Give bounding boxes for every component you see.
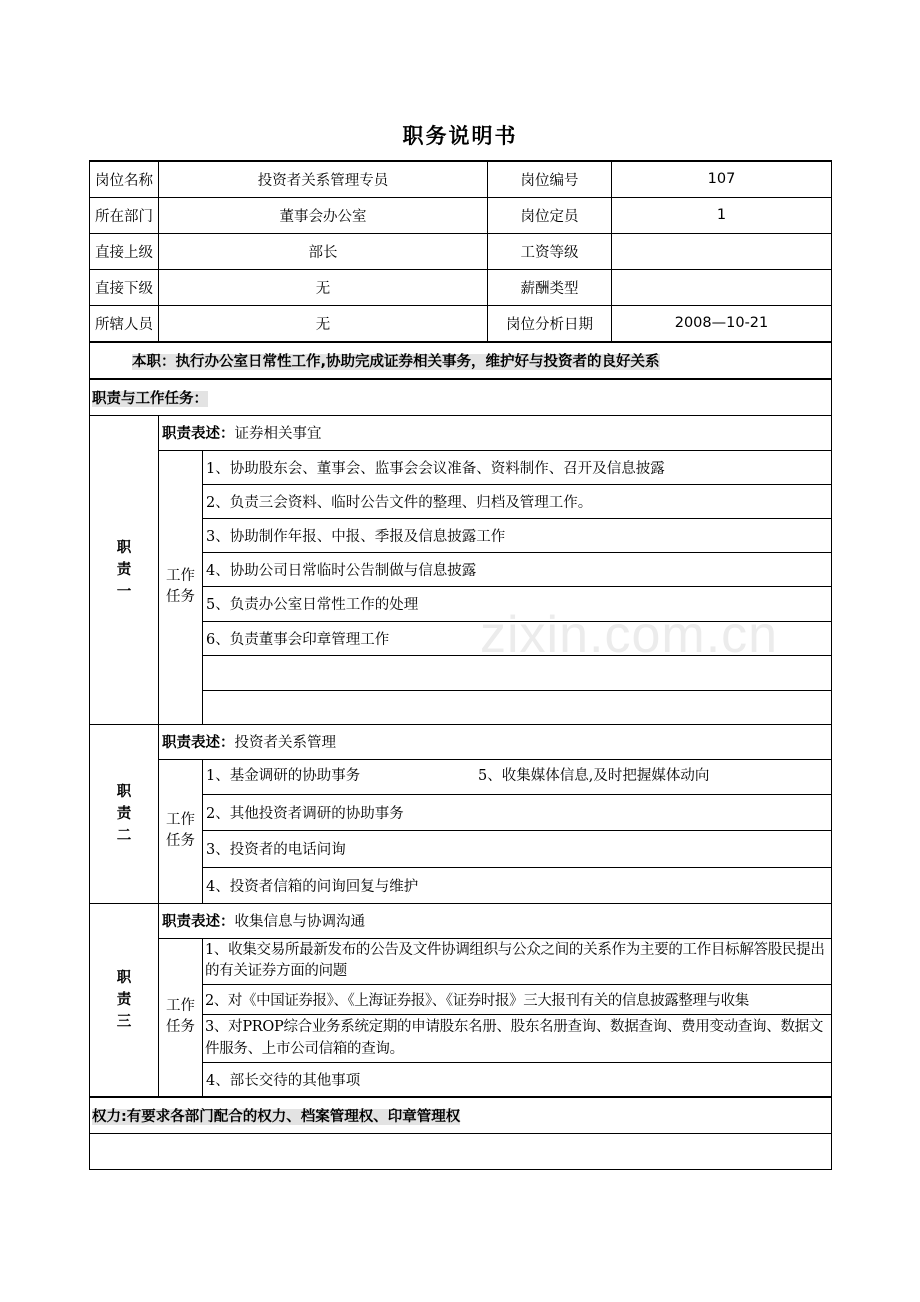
task-text: 3、对PROP综合业务系统定期的申请股东名册、股东名册查询、数据查询、费用变动查询、数据文件服务、上市公司信箱的查询。 — [203, 1014, 832, 1062]
info-label: 直接上级 — [90, 233, 159, 269]
duty-desc-text: 证券相关事宜 — [234, 426, 322, 442]
job-description-table — [89, 160, 832, 1170]
duty-desc-label: 职责表述： — [162, 914, 235, 930]
duty-desc-text: 投资者关系管理 — [234, 735, 336, 751]
task-text: 2、其他投资者调研的协助事务 — [203, 794, 832, 830]
task-text: 5、负责办公室日常性工作的处理 — [203, 586, 832, 621]
duty-label: 职 责 二 — [90, 724, 159, 903]
info-row — [90, 161, 832, 197]
info-row — [90, 305, 832, 342]
duty-desc-row — [90, 415, 832, 450]
info-value — [612, 233, 832, 269]
info-label: 岗位编号 — [488, 161, 612, 197]
authority-empty-row — [90, 1133, 832, 1169]
authority-row — [90, 1097, 832, 1133]
task-text: 6、负责董事会印章管理工作 — [203, 621, 832, 655]
task-text: 4、部长交待的其他事项 — [203, 1062, 832, 1097]
duty-desc-row — [90, 724, 832, 759]
task-text: 4、投资者信箱的问询回复与维护 — [203, 867, 832, 903]
info-value: 107 — [612, 161, 832, 197]
info-value: 部长 — [159, 233, 488, 269]
duty-desc-row — [90, 903, 832, 938]
task-text: 2、负责三会资料、临时公告文件的整理、归档及管理工作。 — [203, 484, 832, 518]
info-value: 投资者关系管理专员 — [159, 161, 488, 197]
info-row — [90, 269, 832, 305]
duty-label: 职 责 三 — [90, 903, 159, 1097]
info-row — [90, 233, 832, 269]
task-row — [90, 759, 832, 794]
info-label: 岗位名称 — [90, 161, 159, 197]
page-title: 职务说明书 — [402, 124, 518, 148]
info-label: 岗位分析日期 — [488, 305, 612, 342]
core-duty-row — [90, 342, 832, 379]
duties-heading: 职责与工作任务： — [92, 390, 208, 407]
task-text: 3、投资者的电话问询 — [203, 830, 832, 867]
task-text: 3、协助制作年报、中报、季报及信息披露工作 — [203, 518, 832, 552]
info-value: 无 — [159, 269, 488, 305]
info-label: 所在部门 — [90, 197, 159, 233]
watermark: zixin.com.cn — [480, 606, 779, 664]
info-value: 1 — [612, 197, 832, 233]
info-label: 薪酬类型 — [488, 269, 612, 305]
info-row — [90, 197, 832, 233]
info-value — [612, 269, 832, 305]
task-label: 工作 任务 — [159, 938, 203, 1097]
task-label: 工作 任务 — [159, 450, 203, 724]
task-label: 工作 任务 — [159, 759, 203, 903]
duty-desc-text: 收集信息与协调沟通 — [234, 914, 365, 930]
info-value: 2008—10-21 — [612, 305, 832, 342]
task-row — [90, 450, 832, 484]
info-value: 董事会办公室 — [159, 197, 488, 233]
task-text: 2、对《中国证券报》、《上海证券报》、《证券时报》三大报刊有关的信息披露整理与收集 — [203, 984, 832, 1014]
duty-label: 职 责 一 — [90, 415, 159, 724]
info-label: 直接下级 — [90, 269, 159, 305]
info-value: 无 — [159, 305, 488, 342]
task-text: 1、收集交易所最新发布的公告及文件协调组织与公众之间的关系作为主要的工作目标解答股民提出的有关证券方面的问题 — [203, 938, 832, 984]
core-duty-text: 本职：执行办公室日常性工作,协助完成证券相关事务，维护好与投资者的良好关系 — [132, 354, 660, 370]
task-text: 4、协助公司日常临时公告制做与信息披露 — [203, 552, 832, 586]
task-text: 1、协助股东会、董事会、监事会会议准备、资料制作、召开及信息披露 — [203, 450, 832, 484]
info-label: 岗位定员 — [488, 197, 612, 233]
duties-heading-row — [90, 379, 832, 415]
duty-desc-label: 职责表述： — [162, 426, 235, 442]
task-row — [90, 938, 832, 984]
task-text: 5、收集媒体信息,及时把握媒体动向 — [478, 767, 710, 784]
task-text: 1、基金调研的协助事务 — [206, 767, 361, 784]
info-label: 工资等级 — [488, 233, 612, 269]
duty-desc-label: 职责表述： — [162, 735, 235, 751]
info-label: 所辖人员 — [90, 305, 159, 342]
authority-text: 权力:有要求各部门配合的权力、档案管理权、印章管理权 — [92, 1108, 461, 1125]
